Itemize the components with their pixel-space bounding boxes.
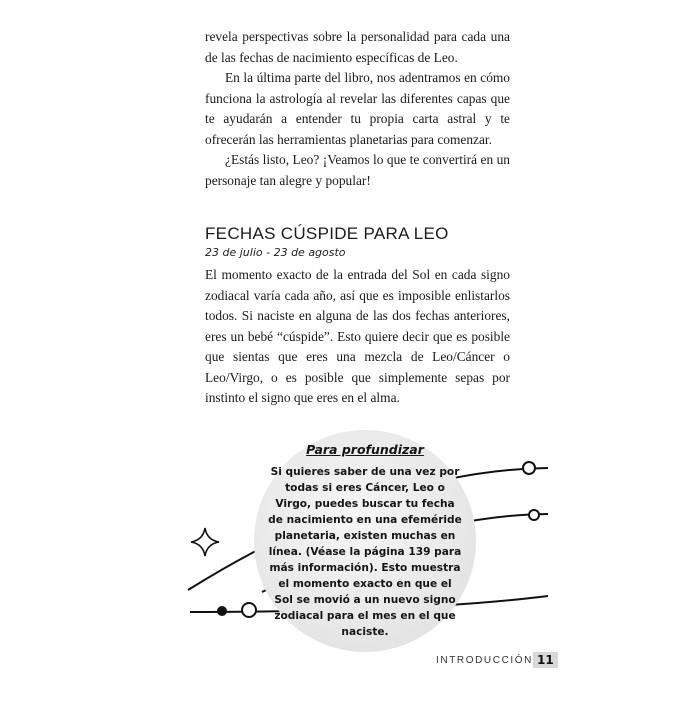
intro-paragraph-3: ¿Estás listo, Leo? ¡Veamos lo que te convertirá en un personaje tan alegre y popular! [205,152,510,188]
callout-body: Si quieres saber de una vez por todas si eres Cáncer, Leo o Virgo, puedes buscar tu fecha de nacimiento en una efeméride planetaria, existen muchas en línea. (Véase la página 139 para más información). Esto muestra el momento exacto en que el Sol se movió a un nuevo signo zodiacal para el mes en el que naciste. [268,466,462,638]
callout-title: Para profundizar [306,442,424,457]
date-range: 23 de julio - 23 de agosto [205,246,346,259]
planet-dot-right-middle [529,510,539,520]
planet-dot-filled [217,606,227,616]
page-number: 11 [533,652,558,668]
planet-dot-hollow [242,603,256,617]
intro-paragraph-1: revela perspectivas sobre la personalidad para cada una de las fechas de nacimiento específicas de Leo. [205,29,510,65]
section-body: El momento exacto de la entrada del Sol en cada signo zodiacal varía cada año, así que es imposible enlistarlos todos. Si naciste en alguna de las dos fechas anteriores, eres un bebé “cúspide”. Esto quiere decir que es posible que sientas que eres una mezcla de Leo/Cáncer o Leo/Virgo, o es posible que simplemente sepas por instinto el signo que eres en el alma. [205,267,510,405]
intro-paragraph-2: En la última parte del libro, nos adentramos en cómo funciona la astrología al revelar las diferentes capas que te ayudarán a entender tu propia carta astral y te ofrecerán las herramientas planetarias para comenzar. [205,70,510,147]
planet-dot-right-upper [523,462,535,474]
callout-bubble [254,430,476,652]
sparkle-star-icon [191,528,219,556]
section-title: FECHAS CÚSPIDE PARA LEO [205,224,449,243]
footer-section-label: INTRODUCCIÓN [436,655,533,666]
